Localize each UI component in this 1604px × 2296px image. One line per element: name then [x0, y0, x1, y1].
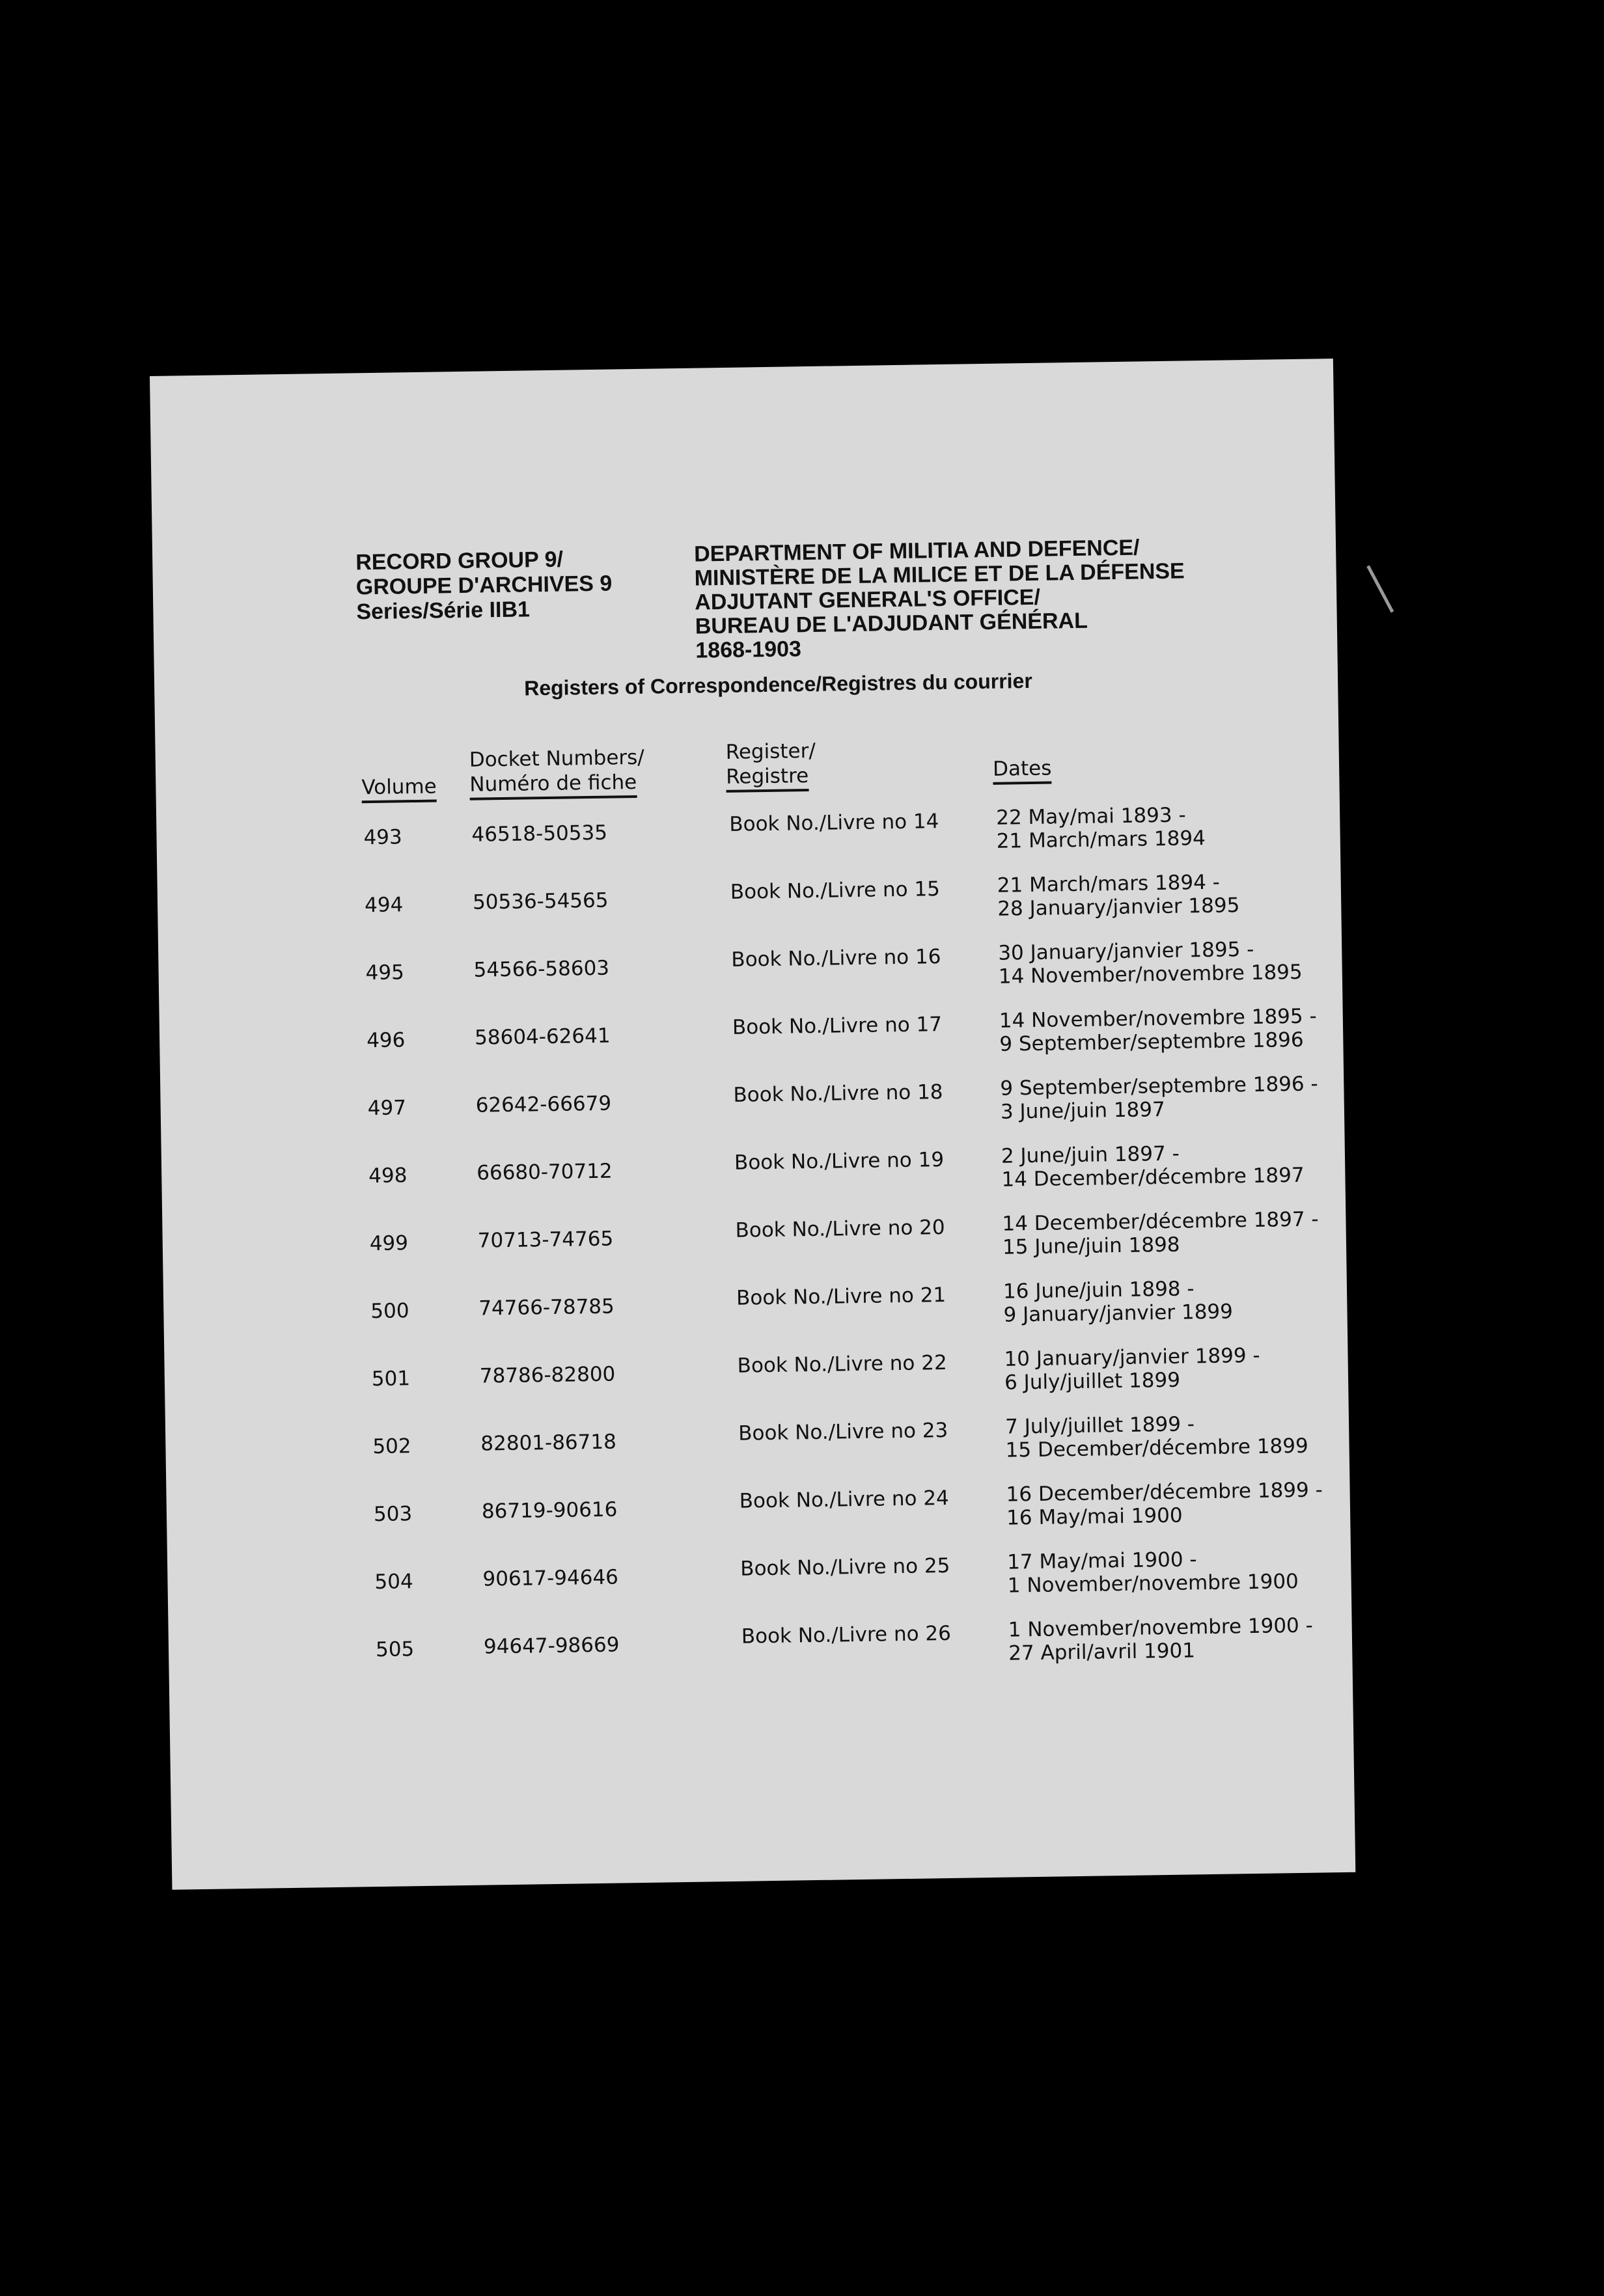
date-start: 9 September/septembre 1896 -	[1000, 1072, 1318, 1100]
record-group-block	[355, 547, 613, 625]
dates-cell	[1006, 1478, 1323, 1529]
docket-cell: 46518-50535	[471, 821, 608, 847]
dates-cell	[996, 803, 1206, 853]
volume-cell: 494	[364, 893, 404, 918]
date-start: 14 December/décembre 1897 -	[1002, 1207, 1319, 1236]
date-start: 2 June/juin 1897 -	[1001, 1141, 1180, 1168]
date-start: 1 November/novembre 1900 -	[1008, 1613, 1314, 1642]
years-line: 1868-1903	[695, 636, 802, 663]
register-cell: Book No./Livre no 24	[739, 1486, 950, 1513]
register-cell: Book No./Livre no 20	[735, 1216, 945, 1242]
volume-cell: 500	[370, 1299, 409, 1324]
docket-cell: 90617-94646	[482, 1565, 619, 1591]
date-start: 22 May/mai 1893 -	[995, 803, 1186, 830]
document-subtitle: Registers of Correspondence/Registres du courrier	[523, 668, 1033, 700]
volume-cell: 493	[363, 825, 402, 850]
bureau-line: BUREAU DE L'ADJUDANT GÉNÉRAL	[695, 608, 1088, 639]
volume-cell: 501	[371, 1367, 411, 1391]
date-start: 16 June/juin 1898 -	[1002, 1277, 1195, 1304]
docket-cell: 50536-54565	[472, 888, 609, 914]
docket-header-line1: Docket Numbers/	[469, 745, 644, 772]
column-header-register	[725, 739, 816, 793]
column-header-docket	[469, 745, 645, 800]
series-line: Series/Série IIB1	[356, 597, 531, 625]
register-cell: Book No./Livre no 26	[741, 1621, 952, 1648]
date-end: 9 September/septembre 1896	[999, 1028, 1304, 1056]
docket-cell: 58604-62641	[474, 1024, 611, 1050]
volume-cell: 499	[369, 1231, 409, 1256]
docket-cell: 86719-90616	[481, 1497, 618, 1524]
docket-cell: 62642-66679	[475, 1091, 612, 1117]
date-start: 21 March/mars 1894 -	[997, 870, 1221, 897]
volume-header-label: Volume	[361, 774, 437, 804]
register-cell: Book No./Livre no 19	[734, 1148, 945, 1175]
dates-cell	[1008, 1614, 1313, 1665]
date-end: 6 July/juillet 1899	[1004, 1368, 1181, 1395]
docket-cell: 74766-78785	[478, 1294, 615, 1320]
date-end: 16 May/mai 1900	[1006, 1503, 1183, 1530]
docket-cell: 66680-70712	[476, 1159, 613, 1185]
date-end: 21 March/mars 1894	[996, 827, 1206, 853]
document-page	[150, 359, 1355, 1890]
docket-cell: 70713-74765	[477, 1227, 614, 1253]
column-header-volume	[361, 774, 437, 804]
table-row	[169, 1613, 1353, 1696]
dates-cell	[1002, 1208, 1319, 1259]
date-end: 3 June/juin 1897	[1000, 1097, 1165, 1124]
department-block	[694, 535, 1186, 663]
register-cell: Book No./Livre no 25	[740, 1553, 950, 1581]
ministere-line: MINISTÈRE DE LA MILICE ET DE LA DÉFENSE	[694, 558, 1185, 591]
docket-cell: 78786-82800	[479, 1362, 616, 1388]
date-start: 10 January/janvier 1899 -	[1004, 1343, 1260, 1371]
date-start: 17 May/mai 1900 -	[1006, 1548, 1197, 1574]
register-cell: Book No./Livre no 21	[736, 1283, 947, 1310]
register-cell: Book No./Livre no 23	[738, 1418, 948, 1445]
volume-cell: 496	[366, 1028, 406, 1053]
register-cell: Book No./Livre no 17	[732, 1013, 943, 1039]
date-start: 16 December/décembre 1899 -	[1006, 1478, 1323, 1507]
office-line: ADJUTANT GENERAL'S OFFICE/	[694, 584, 1041, 615]
dates-cell	[1001, 1140, 1305, 1192]
date-end: 28 January/janvier 1895	[997, 894, 1240, 921]
department-line: DEPARTMENT OF MILITIA AND DEFENCE/	[693, 535, 1140, 567]
dates-cell	[998, 937, 1303, 989]
date-end: 15 December/décembre 1899	[1005, 1434, 1308, 1462]
register-cell: Book No./Livre no 22	[737, 1351, 947, 1378]
date-end: 14 December/décembre 1897	[1001, 1163, 1305, 1192]
dates-cell	[1003, 1276, 1233, 1326]
volume-cell: 504	[374, 1570, 413, 1594]
date-end: 14 November/novembre 1895	[998, 960, 1303, 989]
date-end: 9 January/janvier 1899	[1003, 1300, 1234, 1327]
register-table	[156, 801, 1340, 1665]
record-group-line: RECORD GROUP 9/	[355, 547, 564, 575]
dates-cell	[1005, 1411, 1308, 1462]
register-cell: Book No./Livre no 14	[729, 810, 939, 836]
volume-cell: 497	[367, 1096, 407, 1121]
docket-cell: 82801-86718	[480, 1430, 617, 1456]
docket-header-line2: Numéro de fiche	[469, 770, 637, 800]
date-start: 30 January/janvier 1895 -	[998, 937, 1254, 965]
register-cell: Book No./Livre no 18	[733, 1080, 943, 1107]
volume-cell: 505	[375, 1637, 415, 1662]
register-header-line1: Register/	[725, 739, 816, 764]
date-end: 27 April/avril 1901	[1008, 1639, 1196, 1665]
date-end: 15 June/juin 1898	[1002, 1233, 1180, 1259]
register-cell: Book No./Livre no 15	[730, 877, 941, 904]
dates-cell	[999, 1005, 1318, 1056]
date-start: 7 July/juillet 1899 -	[1004, 1412, 1195, 1439]
column-header-dates	[993, 756, 1052, 785]
dates-cell	[997, 870, 1239, 921]
date-end: 1 November/novembre 1900	[1007, 1570, 1299, 1598]
volume-cell: 498	[368, 1164, 408, 1188]
date-start: 14 November/novembre 1895 -	[999, 1004, 1317, 1033]
volume-cell: 502	[372, 1434, 411, 1459]
register-cell: Book No./Livre no 16	[731, 945, 941, 972]
docket-cell: 94647-98669	[483, 1633, 620, 1659]
volume-cell: 503	[373, 1502, 413, 1527]
register-header-line2: Registre	[726, 763, 809, 793]
scan-artifact-mark	[1366, 556, 1411, 612]
dates-cell	[1007, 1546, 1299, 1598]
groupe-archives-line: GROUPE D'ARCHIVES 9	[355, 571, 613, 600]
dates-cell	[1000, 1072, 1318, 1123]
dates-cell	[1004, 1344, 1260, 1395]
docket-cell: 54566-58603	[473, 956, 610, 982]
volume-cell: 495	[365, 961, 405, 985]
dates-header-label: Dates	[993, 756, 1052, 785]
